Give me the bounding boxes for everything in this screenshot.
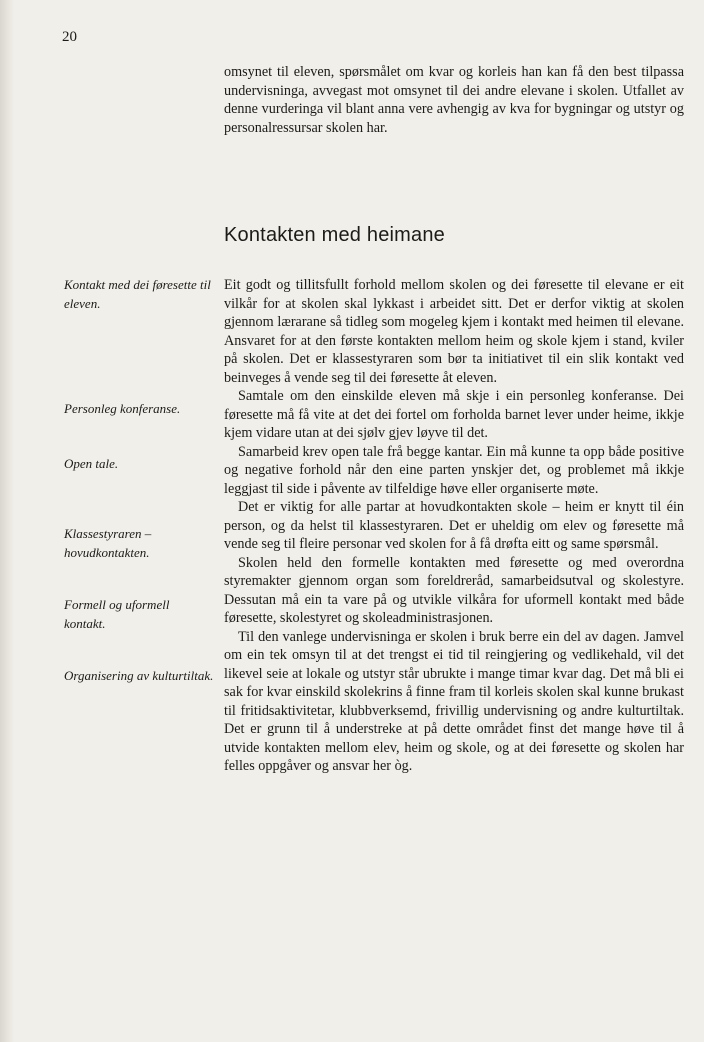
paragraph-personal-conference: Samtale om den einskilde eleven må skje i ein personleg konferanse. Dei føresette må få vite at det dei fortel om forholda barnet lever under heime, ikkje kjem vidare utan at dei sjølv gjev løyve til det.	[224, 388, 684, 441]
side-note-open-talk: Open tale.	[64, 456, 119, 471]
intro-paragraph-text: omsynet til eleven, spørsmålet om kvar og korleis han kan få den best tilpassa undervisninga, avvegast mot omsynet til dei andre elevane i skolen. Utfallet av denne vurderinga vil blant anna vere avhengig av kva for bygningar og utstyr og personalressursar skolen har.	[224, 64, 684, 136]
page-number: 20	[62, 29, 77, 45]
paragraph-first-contact: Eit godt og tillitsfullt forhold mellom skolen og dei føresette til elevane er eit vilkår for at skolen skal lykkast i arbeidet sitt. Det er derfor viktig at skolen gjennom lærarane så tidleg som mogeleg kjem i kontakt med heimen til elevane. Ansvaret for at den første kontakten mellom heim og skole kjem i stand, kviler på skolen. Det er klassestyraren som bør ta initiativet til ein slik kontakt ved beinveges å vende seg til dei føresette åt eleven.	[224, 277, 684, 386]
side-note-main-contact: Klassestyraren – hovudkontakten.	[64, 526, 152, 560]
section-body	[224, 276, 684, 776]
page-edge-shadow	[0, 0, 14, 1042]
paragraph-open-talk: Samarbeid krev open tale frå begge kantar. Ein må kunne ta opp både positive og negative forhold når den eine parten ynskjer det, og problemet må ikkje leggjast til side i påvente av tilfeldige høve eller organiserte møte.	[224, 443, 684, 497]
side-note-formal-informal-contact: Formell og uformell kontakt.	[64, 597, 170, 631]
side-note-contact-guardians: Kontakt med dei føresette til eleven.	[64, 277, 211, 311]
paragraph-main-contact: Det er viktig for alle partar at hovudkontakten skole – heim er knytt til éin person, og da helst til klassestyraren. Det er uheldig om elev og føresette må vende seg til fleire personar ved skolen for å få drøfta eitt og same spørsmål.	[224, 499, 684, 552]
intro-paragraph	[224, 63, 684, 137]
paragraph-formal-contact: Skolen held den formelle kontakten med føresette og med overordna styremakter gjennom organ som foreldreråd, samarbeidsutval og skolestyre. Dessutan må ein ta vare på og utvikle vilkåra for uformell kontakt med både føresette, skolestyret og skoleadministrasjonen.	[224, 554, 684, 626]
paragraph-cultural-activities: Til den vanlege undervisninga er skolen i bruk berre ein del av dagen. Jamvel om ein tek omsyn til at det trengst ei tid til reingjering og vedlikehald, vil det likevel seie at lokale og utstyr står ubrukte i mange timar kvar dag. Det må bli ei sak for kvar einskild skolekrins å finne fram til korleis skolen skal kunne brukast til fritidsaktivitetar, klubbverksemd, frivillig undervisning og andre kulturtiltak. Det er grunn til å understreke at på dette området finst det mange høve til å utvide kontakten mellom elev, heim og skole, og at dei føresette og skolen har felles oppgåver og ansvar her òg.	[224, 628, 684, 774]
side-note-personal-conference: Personleg konferanse.	[64, 401, 181, 416]
side-note-cultural-activities: Organisering av kulturtiltak.	[64, 668, 214, 683]
section-title: Kontakten med heimane	[224, 224, 446, 246]
